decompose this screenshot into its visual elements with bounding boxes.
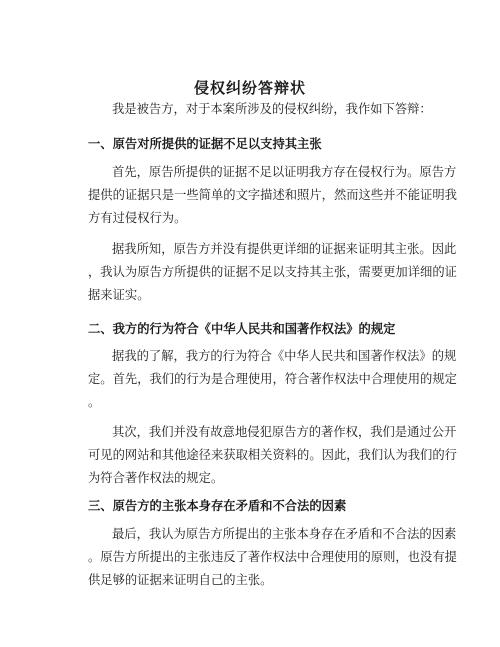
section-2-heading: 二、我方的行为符合《中华人民共和国著作权法》的规定 — [88, 321, 396, 336]
section-1-paragraph-1-line-1: 首先，原告所提供的证据不足以证明我方存在侵权行为。原告方 — [112, 165, 457, 179]
section-1-paragraph-1-line-2: 提供的证据只是一些简单的文字描述和照片，然而这些并不能证明我 — [88, 188, 457, 202]
section-1-heading: 一、原告对所提供的证据不足以支持其主张 — [88, 136, 322, 151]
section-2-paragraph-2-line-1: 其次，我们并没有故意地侵犯原告方的著作权，我们是通过公开 — [112, 425, 457, 439]
section-2-paragraph-2-line-3: 为符合著作权法的规定。 — [88, 471, 224, 485]
section-1-paragraph-2-line-1: 据我所知，原告方并没有提供更详细的证据来证明其主张。因此 — [112, 242, 457, 256]
section-2-paragraph-1-line-3: 。 — [88, 395, 101, 409]
section-3-paragraph-1-line-3: 供足够的证据来证明自己的主张。 — [88, 573, 273, 587]
section-2-paragraph-1-line-2: 定。首先，我们的行为是合理使用，符合著作权法中合理使用的规定 — [88, 372, 457, 386]
section-3-paragraph-1-line-2: 。原告方所提出的主张违反了著作权法中合理使用的原则，也没有提 — [88, 550, 457, 564]
intro-text: 我是被告方，对于本案所涉及的侵权纠纷，我作如下答辩： — [112, 102, 432, 116]
section-3-paragraph-1-line-1: 最后，我认为原告方所提出的主张本身存在矛盾和不合法的因素 — [112, 527, 457, 541]
section-1-paragraph-2-line-2: ，我认为原告方所提供的证据不足以支持其主张，需要更加详细的证 — [88, 265, 457, 279]
section-2-paragraph-2-line-2: 可见的网站和其他途径来获取相关资料的。因此，我们认为我们的行 — [88, 448, 457, 462]
section-1-paragraph-1-line-3: 方有过侵权行为。 — [88, 211, 187, 225]
section-3-heading: 三、原告方的主张本身存在矛盾和不合法的因素 — [88, 498, 347, 513]
section-1-paragraph-2-line-3: 据来证实。 — [88, 288, 150, 302]
section-2-paragraph-1-line-1: 据我的了解，我方的行为符合《中华人民共和国著作权法》的规 — [112, 349, 457, 363]
document-title: 侵权纠纷答辩状 — [193, 79, 306, 97]
